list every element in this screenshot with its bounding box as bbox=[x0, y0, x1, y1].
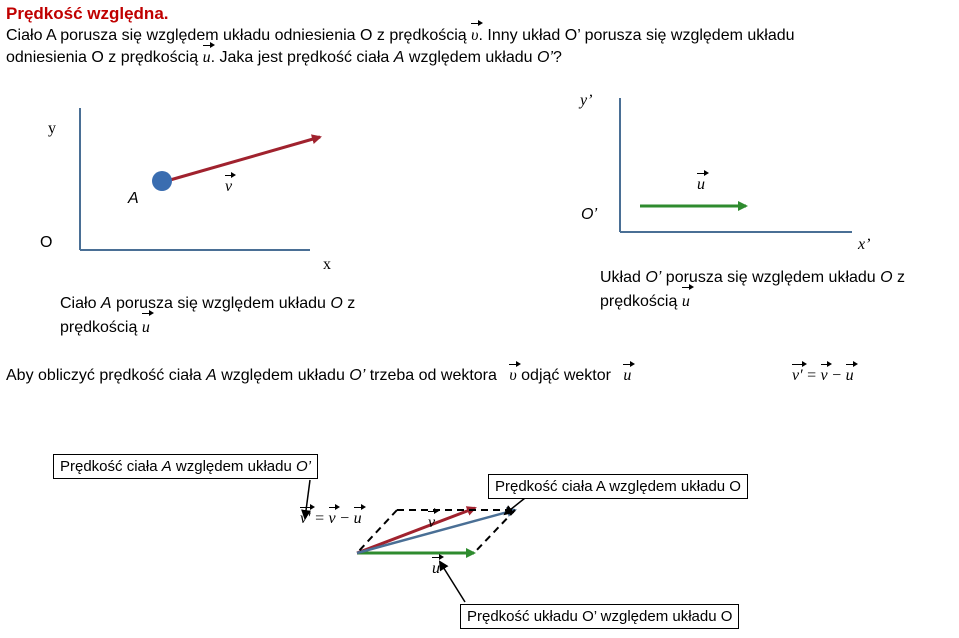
left-x-label: x bbox=[323, 256, 331, 273]
left-y-label: y bbox=[48, 120, 56, 137]
pointer-absolute bbox=[505, 498, 525, 514]
rule-text: trzeba od wektora bbox=[365, 367, 502, 384]
equals-sign: = bbox=[807, 367, 817, 384]
vector-u-symbol: u bbox=[682, 290, 690, 314]
velocity-v-arrow bbox=[163, 137, 320, 182]
vector-v-symbol: υ bbox=[471, 27, 479, 44]
rule-formula bbox=[792, 367, 854, 385]
frame-label: O’ bbox=[645, 269, 662, 286]
frame-label: O’ bbox=[349, 367, 366, 384]
caption-text: prędkością bbox=[600, 293, 682, 310]
caption-text: z bbox=[342, 295, 356, 312]
vector-v-symbol: v bbox=[225, 178, 233, 195]
caption-text: z bbox=[892, 269, 906, 286]
body-label: A bbox=[161, 458, 172, 475]
bottom-v-label bbox=[428, 514, 435, 532]
intro-text: odniesienia O z prędkością bbox=[6, 49, 203, 66]
vector-v-prime-symbol: v′ bbox=[792, 367, 803, 384]
vector-u-symbol: u bbox=[623, 367, 632, 384]
right-origin-label: O’ bbox=[581, 206, 597, 223]
rule-text: względem układu bbox=[216, 367, 350, 384]
intro-text: Ciało A porusza się względem układu odniesienia O z prędkością bbox=[6, 27, 472, 44]
body-label: A bbox=[393, 49, 405, 66]
rule-sentence bbox=[6, 367, 631, 385]
bottom-formula bbox=[300, 510, 362, 528]
box-relative-velocity bbox=[53, 454, 318, 479]
vector-u-symbol: u bbox=[845, 367, 854, 384]
bottom-u-label bbox=[432, 560, 440, 578]
left-origin-label: O bbox=[40, 234, 53, 251]
box-text: Prędkość ciała bbox=[60, 458, 162, 475]
vector-v-prime-symbol: v′ bbox=[300, 510, 311, 527]
page-title: Prędkość względna. bbox=[6, 4, 169, 23]
body-label: A bbox=[100, 295, 112, 312]
vector-v-symbol: υ bbox=[509, 367, 517, 384]
caption-text: Układ bbox=[600, 269, 646, 286]
intro-text: ? bbox=[552, 49, 562, 66]
caption-text: prędkością bbox=[60, 319, 142, 336]
vector-u-symbol: u bbox=[697, 176, 705, 193]
vector-u-symbol: u bbox=[142, 316, 150, 340]
body-a-label: A bbox=[128, 190, 139, 207]
right-x-label: x’ bbox=[858, 236, 871, 253]
vector-u-symbol: u bbox=[432, 560, 440, 577]
vector-v-symbol: v bbox=[820, 367, 828, 384]
rule-text: odjąć wektor bbox=[516, 367, 616, 384]
rule-text: Aby obliczyć prędkość ciała bbox=[6, 367, 207, 384]
left-caption bbox=[60, 292, 355, 340]
caption-text: porusza się względem układu bbox=[661, 269, 881, 286]
body-label: A bbox=[206, 367, 217, 384]
body-a-dot bbox=[152, 171, 172, 191]
frame-label: O’ bbox=[536, 49, 553, 66]
right-y-label: y’ bbox=[580, 92, 593, 109]
vector-v-symbol: v bbox=[428, 514, 436, 531]
minus-sign: − bbox=[340, 510, 350, 527]
vector-v-label bbox=[225, 178, 232, 196]
vector-v-symbol: v bbox=[328, 510, 336, 527]
vector-u-symbol: u bbox=[353, 510, 362, 527]
frame-label: O bbox=[330, 295, 343, 312]
caption-text: porusza się względem układu bbox=[111, 295, 331, 312]
caption-text: Ciało bbox=[60, 295, 101, 312]
bottom-v-prime-arrow bbox=[357, 510, 515, 553]
bottom-v-arrow bbox=[357, 508, 475, 553]
frame-label: O’ bbox=[295, 458, 311, 475]
intro-text: . Inny układ O’ porusza się względem układu bbox=[478, 27, 795, 44]
intro-text: . Jaka jest prędkość ciała bbox=[210, 49, 394, 66]
frame-label: O bbox=[880, 269, 893, 286]
box-absolute-velocity: Prędkość ciała A względem układu O bbox=[488, 474, 748, 499]
vector-u-label bbox=[697, 176, 705, 194]
box-text: względem układu bbox=[171, 458, 296, 475]
minus-sign: − bbox=[832, 367, 842, 384]
pointer-frame bbox=[440, 562, 465, 602]
box-frame-velocity: Prędkość układu O’ względem układu O bbox=[460, 604, 739, 629]
equals-sign: = bbox=[315, 510, 325, 527]
intro-text: względem układu bbox=[404, 49, 537, 66]
vector-u-symbol: u bbox=[202, 49, 211, 66]
right-caption bbox=[600, 266, 905, 314]
